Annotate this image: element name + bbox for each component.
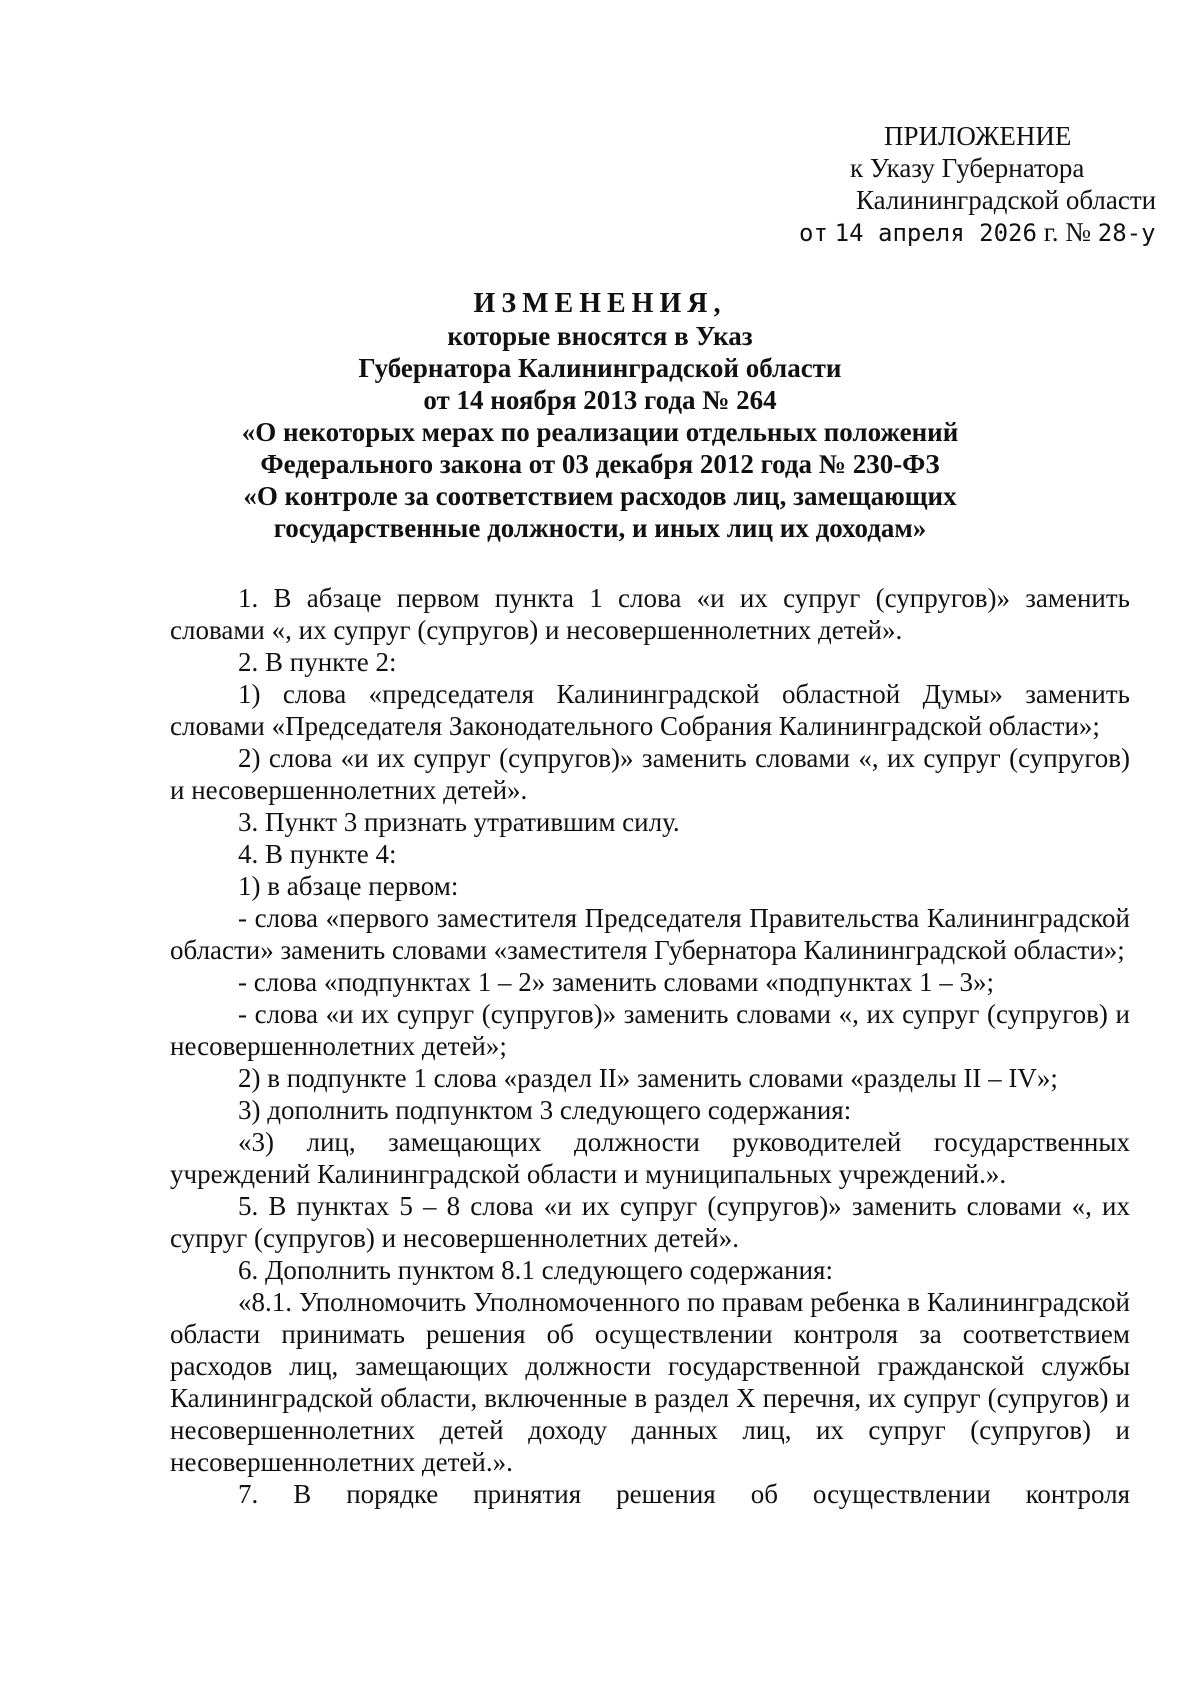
body-paragraph: - слова «первого заместителя Председателя Правительства Калининградской области» заменить словами «заместителя Губернатора Калининградской области»; xyxy=(170,903,1130,965)
appendix-date-suffix: г. № xyxy=(1043,217,1091,247)
body-paragraph: 5. В пунктах 5 – 8 слова «и их супруг (супругов)» заменить словами «, их супруг (супругов) и несовершеннолетних детей». xyxy=(170,1191,1130,1253)
body-paragraph: 2) в подпункте 1 слова «раздел II» заменить словами «разделы II – IV»; xyxy=(238,1063,1058,1093)
body-paragraph: «8.1. Уполномочить Уполномоченного по правам ребенка в Калининградской области принимать решения об осуществлении контроля за соответствием расходов лиц, замещающих должности государственной гражданской службы Калининградской области, включенные в раздел X перечня, их супруг (супругов) и несовершеннолетних детей доходу данных лиц, их супруг (супругов) и несовершеннолетних детей.». xyxy=(170,1287,1130,1477)
title-line: которые вносятся в Указ xyxy=(447,321,753,351)
appendix-line-region: Калининградской области xyxy=(856,185,1157,215)
body-paragraph: «3) лиц, замещающих должности руководителей государственных учреждений Калининградской области и муниципальных учреждений.». xyxy=(170,1127,1130,1189)
title-line: от 14 ноября 2013 года № 264 xyxy=(423,385,777,415)
appendix-date-value: 14 апреля 2026 xyxy=(834,219,1037,247)
body-paragraph: 1) слова «председателя Калининградской областной Думы» заменить словами «Председателя Законодательного Собрания Калининградской области»; xyxy=(170,679,1130,741)
appendix-title: ПРИЛОЖЕНИЕ xyxy=(884,121,1072,151)
body-paragraph: 1) в абзаце первом: xyxy=(238,871,459,901)
body-paragraph: - слова «подпунктах 1 – 2» заменить словами «подпунктах 1 – 3»; xyxy=(238,967,995,997)
body-paragraph: 2. В пункте 2: xyxy=(238,647,397,677)
title-line: Губернатора Калининградской области xyxy=(358,353,842,383)
body-paragraph: - слова «и их супруг (супругов)» заменить словами «, их супруг (супругов) и несовершеннолетних детей»; xyxy=(170,999,1130,1061)
changes-heading: ИЗМЕНЕНИЯ, xyxy=(473,288,727,319)
appendix-number-value: 28-у xyxy=(1097,219,1156,247)
title-line: «О некоторых мерах по реализации отдельных положений xyxy=(241,417,959,447)
body-paragraph: 2) слова «и их супруг (супругов)» заменить словами «, их супруг (супругов) и несовершеннолетних детей». xyxy=(170,743,1130,805)
changes-title-block xyxy=(150,288,1050,544)
body-paragraph: 3. Пункт 3 признать утратившим силу. xyxy=(238,807,680,837)
appendix-date-prefix: от xyxy=(799,219,828,247)
title-line: государственные должности, и иных лиц их доходам» xyxy=(273,513,927,543)
appendix-date-line xyxy=(770,216,1170,249)
appendix-line-decree: к Указу Губернатора xyxy=(850,153,1085,183)
body-paragraph: 6. Дополнить пунктом 8.1 следующего содержания: xyxy=(238,1255,833,1285)
body-paragraph: 1. В абзаце первом пункта 1 слова «и их супруг (супругов)» заменить словами «, их супруг (супругов) и несовершеннолетних детей». xyxy=(170,583,1130,645)
document-body xyxy=(170,582,1130,1510)
title-line: «О контроле за соответствием расходов лиц, замещающих xyxy=(243,481,957,511)
body-paragraph: 3) дополнить подпунктом 3 следующего содержания: xyxy=(238,1095,852,1125)
body-paragraph: 4. В пункте 4: xyxy=(238,839,397,869)
body-paragraph: 7. В порядке принятия решения об осуществлении контроля xyxy=(238,1479,1130,1509)
appendix-header xyxy=(770,120,1170,249)
title-line: Федерального закона от 03 декабря 2012 года № 230-ФЗ xyxy=(260,449,940,479)
